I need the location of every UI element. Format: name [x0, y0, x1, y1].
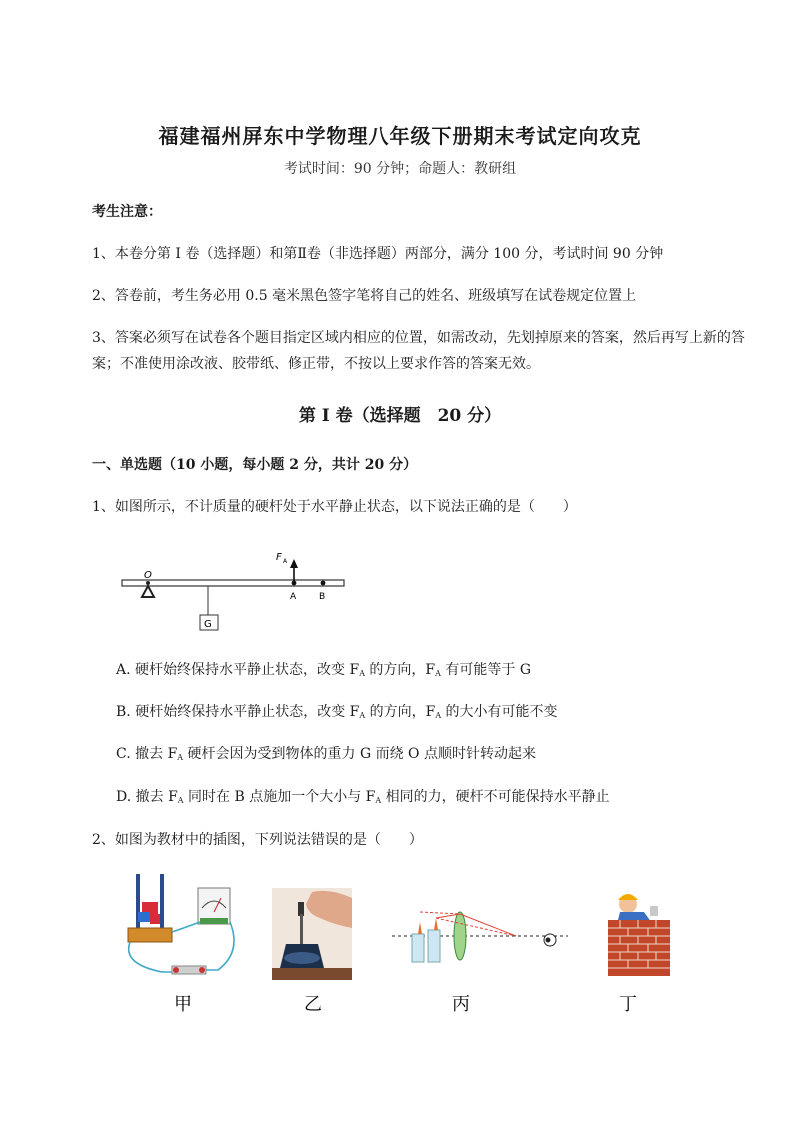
label-yi: 乙: [304, 994, 322, 1015]
lever-rod: [122, 580, 344, 586]
exam-info: 考试时间：90 分钟；命题人：教研组: [283, 161, 517, 177]
point-b-label: B: [319, 592, 326, 602]
picture-labels: [0, 990, 800, 1020]
force-sub-label: A: [283, 558, 288, 565]
label-jia: 甲: [174, 994, 192, 1015]
section-title: 第 I 卷（选择题 20 分）: [298, 406, 502, 426]
label-bing: 丙: [452, 994, 470, 1015]
weight-label: G: [204, 619, 212, 630]
option-c[interactable]: C. 撤去 $F_A$ 硬杆会因为受到物体的重力 G 而绕 O 点顺时针转动起来: [116, 746, 536, 762]
option-a[interactable]: A. 硬杆始终保持水平静止状态，改变 $F_A$ 的方向，$F_A$ 有可能等于 G: [116, 662, 532, 678]
point-a-dot: [292, 581, 297, 586]
notice-item-3: 3、答案必须写在试卷各个题目指定区域内相应的位置，如需改动，先划掉原来的答案，然后再写上新的答案；不准使用涂改液、胶带纸、修正带，不按以上要求作答的答案无效。: [92, 330, 745, 372]
picture-jia: [122, 872, 246, 984]
force-label: F: [276, 552, 282, 563]
pivot-label: O: [144, 570, 152, 581]
picture-yi: [272, 888, 352, 980]
option-d[interactable]: D. 撤去 $F_A$ 同时在 B 点施加一个大小与 $F_A$ 相同的力，硬杆不可能保持水平静止: [116, 789, 610, 805]
picture-bing: [390, 884, 570, 974]
notice-item-1: 1、本卷分第 I 卷（选择题）和第Ⅱ卷（非选择题）两部分，满分 100 分，考试时间 90 分钟: [92, 246, 664, 262]
point-a-label: A: [290, 592, 297, 602]
part-heading: 一、单选题（10 小题，每小题 2 分，共计 20 分）: [92, 457, 418, 473]
pivot-dot: [146, 581, 150, 585]
option-b[interactable]: B. 硬杆始终保持水平静止状态，改变 $F_A$ 的方向，$F_A$ 的大小有可能不变: [116, 704, 558, 720]
notice-item-2: 2、答卷前，考生务必用 0.5 毫米黑色签字笔将自己的姓名、班级填写在试卷规定位置上: [92, 288, 637, 304]
force-arrow-head: [290, 559, 298, 568]
label-ding: 丁: [619, 994, 637, 1015]
notice-heading: 考生注意：: [92, 204, 162, 220]
pivot-triangle: [142, 586, 154, 597]
picture-ding: [604, 886, 674, 978]
point-b-dot: [321, 581, 326, 586]
lever-figure: [118, 545, 358, 635]
question-2-stem: 2、如图为教材中的插图，下列说法错误的是（ ）: [92, 832, 423, 848]
page-title: 福建福州屏东中学物理八年级下册期末考试定向攻克: [158, 124, 642, 148]
question-1-stem: 1、如图所示，不计质量的硬杆处于水平静止状态，以下说法正确的是（ ）: [92, 499, 577, 515]
